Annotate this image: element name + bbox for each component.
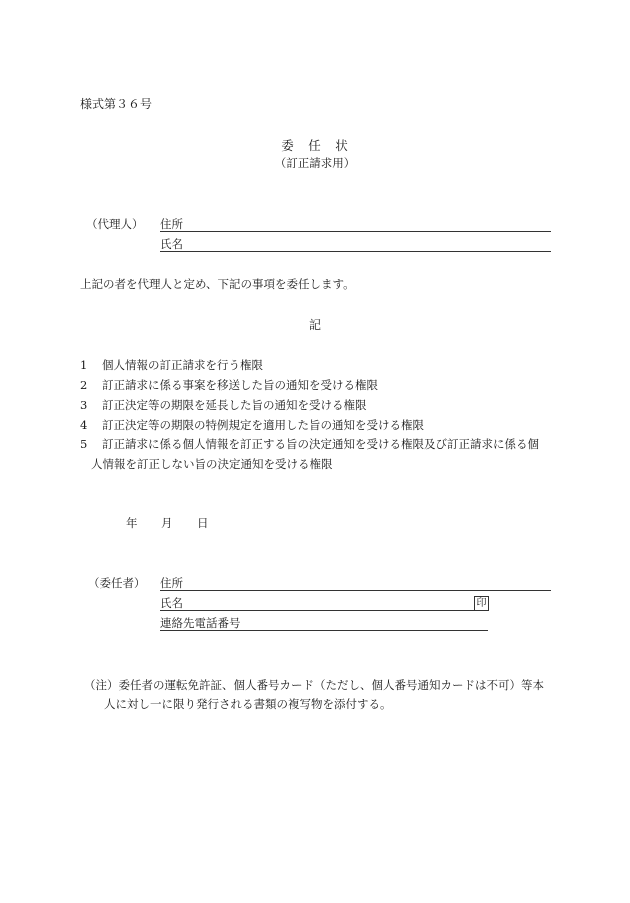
principal-name-label: 氏名 xyxy=(160,596,183,610)
list-item xyxy=(80,360,263,372)
document-subtitle: （訂正請求用） xyxy=(274,156,356,170)
principal-phone-label: 連絡先電話番号 xyxy=(160,616,241,630)
item-number: 5 xyxy=(80,437,88,451)
note-line-2: 人に対し一に限り発行される書類の複写物を添付する。 xyxy=(104,697,392,711)
item-continuation: 人情報を訂正しない旨の決定通知を受ける権限 xyxy=(91,457,333,471)
list-item xyxy=(80,380,378,392)
agent-name-label: 氏名 xyxy=(160,237,183,251)
list-item xyxy=(80,439,539,451)
principal-role-label: （委任者） xyxy=(88,576,146,590)
item-text: 訂正請求に係る事案を移送した旨の通知を受ける権限 xyxy=(102,378,378,392)
date-month: 月 xyxy=(161,516,173,530)
item-number: 2 xyxy=(80,378,88,392)
item-text: 訂正請求に係る個人情報を訂正する旨の決定通知を受ける権限及び訂正請求に係る個 xyxy=(102,437,539,451)
list-item xyxy=(80,420,424,432)
record-heading: 記 xyxy=(308,318,321,332)
list-item xyxy=(80,400,367,412)
agent-address-label: 住所 xyxy=(160,217,183,231)
principal-address-label: 住所 xyxy=(160,576,183,590)
seal-mark xyxy=(474,596,489,611)
item-number: 4 xyxy=(80,418,88,432)
principal-address-field[interactable] xyxy=(160,590,551,591)
date-day: 日 xyxy=(197,516,209,530)
principal-name-field[interactable] xyxy=(160,610,488,611)
item-number: 1 xyxy=(80,358,88,372)
item-text: 訂正決定等の期限の特例規定を適用した旨の通知を受ける権限 xyxy=(102,418,424,432)
note-line-1: （注）委任者の運転免許証、個人番号カード（ただし、個人番号通知カードは不可）等本 xyxy=(84,678,544,692)
agent-role-label: （代理人） xyxy=(86,217,144,231)
principal-phone-field[interactable] xyxy=(160,630,488,631)
delegation-statement: 上記の者を代理人と定め、下記の事項を委任します。 xyxy=(80,277,355,291)
item-text: 訂正決定等の期限を延長した旨の通知を受ける権限 xyxy=(102,398,367,412)
item-number: 3 xyxy=(80,398,88,412)
agent-name-field[interactable] xyxy=(160,251,551,252)
agent-address-field[interactable] xyxy=(160,231,551,232)
document-title: 委 任 状 xyxy=(281,138,349,153)
form-number: 様式第３６号 xyxy=(80,97,153,111)
seal-label: 印 xyxy=(476,598,487,609)
item-text: 個人情報の訂正請求を行う権限 xyxy=(102,358,263,372)
date-year: 年 xyxy=(126,516,138,530)
